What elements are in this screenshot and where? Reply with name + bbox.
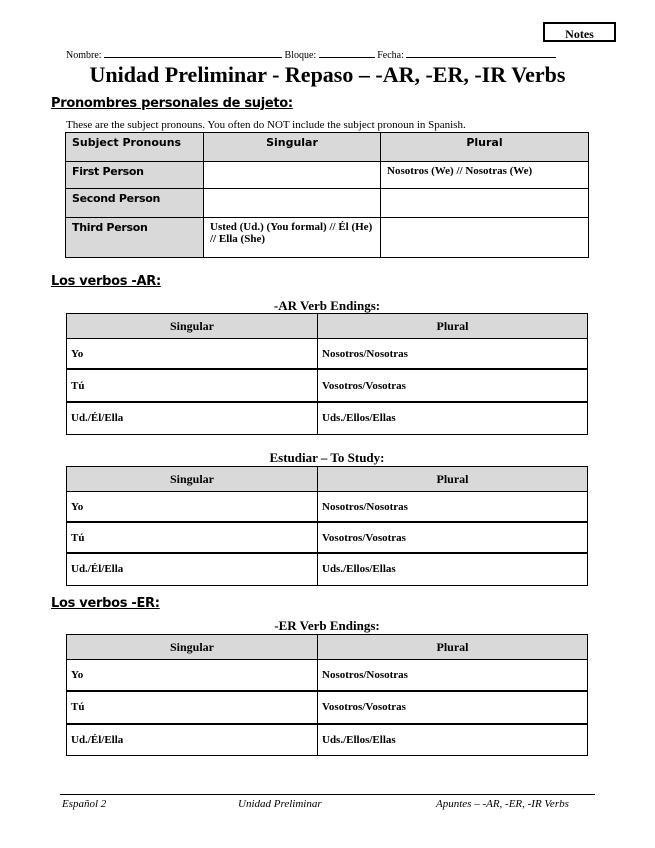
cell-plural[interactable] (381, 189, 589, 218)
column-header: Subject Pronouns (66, 133, 204, 162)
table-cell[interactable]: Uds./Ellos/Ellas (318, 724, 588, 756)
table-cell[interactable]: Uds./Ellos/Ellas (318, 402, 588, 434)
notes-box: Notes (543, 22, 616, 42)
pronouns-heading: Pronombres personales de sujeto: (51, 96, 293, 111)
estudiar-caption: Estudiar – To Study: (269, 450, 385, 465)
table-cell[interactable]: Yo (67, 339, 318, 370)
pronouns-intro: These are the subject pronouns. You often do NOT include the subject pronoun in Spanish. (66, 119, 466, 131)
column-header: Singular (67, 467, 318, 492)
nombre-label: Nombre: (66, 50, 102, 61)
nombre-field[interactable] (104, 48, 282, 58)
table-cell[interactable]: Ud./Él/Ella (67, 724, 318, 756)
cell-singular[interactable] (204, 162, 381, 189)
column-header: Plural (318, 635, 588, 660)
er-endings-table (66, 634, 588, 756)
row-label: Second Person (66, 189, 204, 218)
table-cell[interactable]: Ud./Él/Ella (67, 402, 318, 434)
footer-topic: Apuntes – -AR, -ER, -IR Verbs (436, 798, 569, 810)
row-label: First Person (66, 162, 204, 189)
bloque-field[interactable] (319, 48, 375, 58)
column-header: Plural (318, 314, 588, 339)
column-header: Singular (204, 133, 381, 162)
fecha-field[interactable] (406, 48, 556, 58)
table-cell[interactable]: Tú (67, 369, 318, 402)
cell-plural: Nosotros (We) // Nosotras (We) (381, 162, 589, 189)
cell-plural[interactable] (381, 218, 589, 258)
student-info-line (66, 48, 556, 61)
table-cell[interactable]: Vosotros/Vosotras (318, 691, 588, 724)
footer-course: Español 2 (62, 798, 107, 810)
column-header: Singular (67, 314, 318, 339)
er-verbs-heading: Los verbos -ER: (51, 596, 160, 611)
bloque-label: Bloque: (284, 50, 317, 61)
ar-endings-table (66, 313, 588, 435)
table-cell[interactable]: Vosotros/Vosotras (318, 369, 588, 402)
column-header: Plural (381, 133, 589, 162)
footer-unit: Unidad Preliminar (238, 798, 322, 810)
cell-singular: Usted (Ud.) (You formal) // Él (He) // Ella (She) (204, 218, 381, 258)
column-header: Singular (67, 635, 318, 660)
table-cell[interactable]: Vosotros/Vosotras (318, 522, 588, 553)
footer-divider (60, 794, 595, 795)
row-label: Third Person (66, 218, 204, 258)
table-cell[interactable]: Nosotros/Nosotras (318, 660, 588, 691)
page-title: Unidad Preliminar - Repaso – -AR, -ER, -IR Verbs (89, 62, 566, 87)
table-cell[interactable]: Nosotros/Nosotras (318, 492, 588, 523)
table-cell[interactable]: Tú (67, 522, 318, 553)
cell-singular[interactable] (204, 189, 381, 218)
pronouns-table (65, 132, 589, 258)
column-header: Plural (318, 467, 588, 492)
ar-verbs-heading: Los verbos -AR: (51, 274, 161, 289)
table-cell[interactable]: Tú (67, 691, 318, 724)
table-cell[interactable]: Yo (67, 660, 318, 691)
table-cell[interactable]: Nosotros/Nosotras (318, 339, 588, 370)
table-cell[interactable]: Uds./Ellos/Ellas (318, 553, 588, 585)
fecha-label: Fecha: (377, 50, 404, 61)
estudiar-table (66, 466, 588, 586)
table-cell[interactable]: Yo (67, 492, 318, 523)
table-cell[interactable]: Ud./Él/Ella (67, 553, 318, 585)
er-endings-caption: -ER Verb Endings: (274, 618, 380, 633)
ar-endings-caption: -AR Verb Endings: (273, 298, 381, 313)
